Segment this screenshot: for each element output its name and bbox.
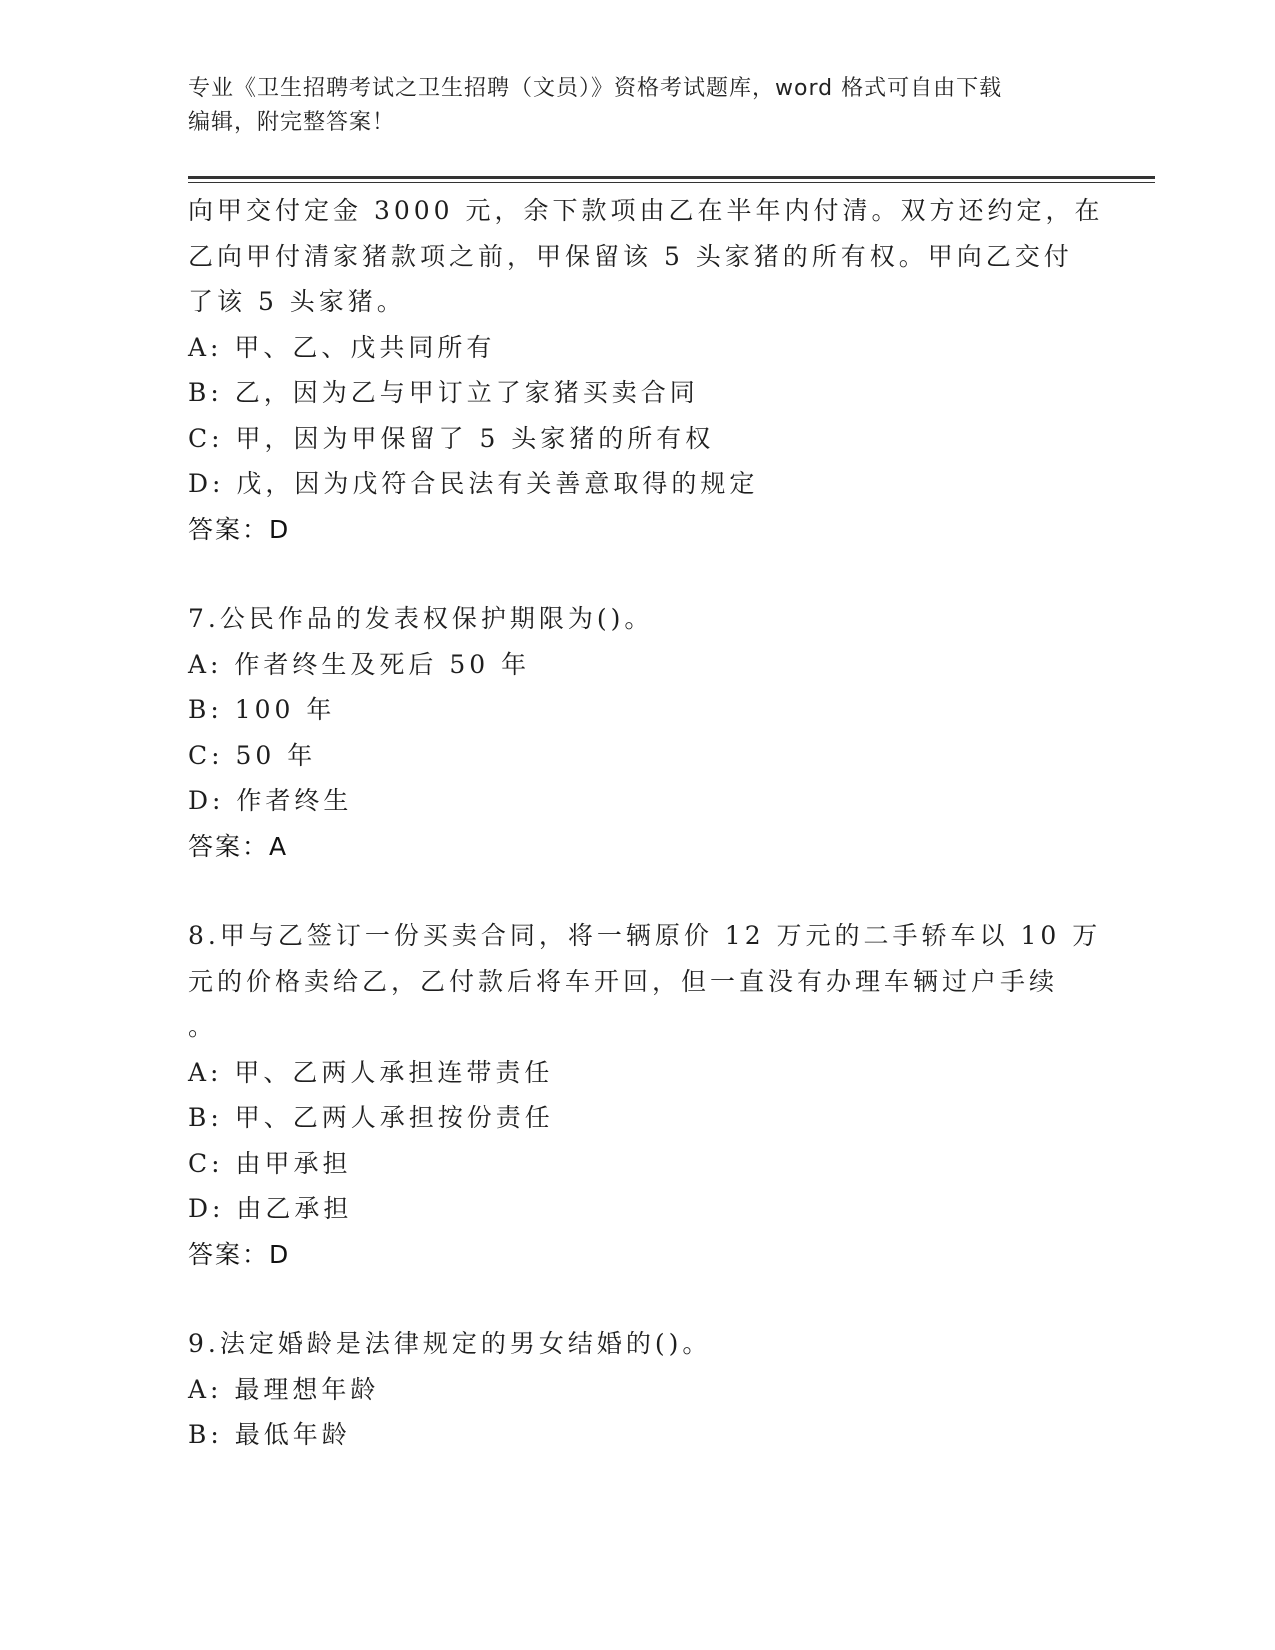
header-divider [188,176,1155,179]
question-list [188,188,1104,1458]
option-item: A: 作者终生及死后 50 年 [188,649,531,679]
question-text-line: 9.法定婚龄是法律规定的男女结婚的()。 [188,1329,712,1358]
question-text-line: 向甲交付定金 3000 元，余下款项由乙在半年内付清。双方还约定，在 [188,196,1104,225]
question-block [188,913,1102,1321]
option-item: D: 由乙承担 [188,1194,353,1223]
question-text-line: 乙向甲付清家猪款项之前，甲保留该 5 头家猪的所有权。甲向乙交付 [188,241,1073,271]
document-header [188,72,1088,140]
option-item: B: 100 年 [188,695,336,724]
option-item: C: 50 年 [188,740,317,770]
option-item: B: 最低年龄 [188,1420,351,1449]
question-text-line: 8.甲与乙签订一份买卖合同，将一辆原价 12 万元的二手轿车以 10 万 [188,921,1102,950]
question-block [188,596,1088,913]
question-text-line: 元的价格卖给乙，乙付款后将车开回，但一直没有办理车辆过户手续 [188,966,1059,996]
question-text-line: 了该 5 头家猪。 [188,287,406,316]
answer-line: 答案：A [188,831,289,861]
question-block [188,1321,1088,1458]
question-text-line: 7.公民作品的发表权保护期限为()。 [188,604,654,633]
option-item: B: 甲、乙两人承担按份责任 [188,1103,554,1132]
header-line-2: 编辑，附完整答案！ [188,110,396,135]
option-item: D: 作者终生 [188,786,353,815]
question-block [188,188,1104,596]
option-item: D: 戊，因为戊符合民法有关善意取得的规定 [188,469,759,498]
block-spacer [188,869,1088,913]
answer-line: 答案：D [188,514,291,544]
header-line-1: 专业《卫生招聘考试之卫生招聘（文员）》资格考试题库，word 格式可自由下载 [188,76,1003,101]
option-item: A: 甲、乙两人承担连带责任 [188,1057,554,1087]
option-item: A: 甲、乙、戊共同所有 [188,332,496,362]
header-divider-thin [188,182,1155,183]
answer-line: 答案：D [188,1239,291,1269]
block-spacer [188,1277,1088,1321]
option-item: B: 乙，因为乙与甲订立了家猪买卖合同 [188,378,699,407]
option-item: C: 甲，因为甲保留了 5 头家猪的所有权 [188,423,715,453]
question-text-line: 。 [188,1012,218,1041]
option-item: C: 由甲承担 [188,1148,352,1178]
block-spacer [188,552,1088,596]
option-item: A: 最理想年龄 [188,1374,380,1404]
